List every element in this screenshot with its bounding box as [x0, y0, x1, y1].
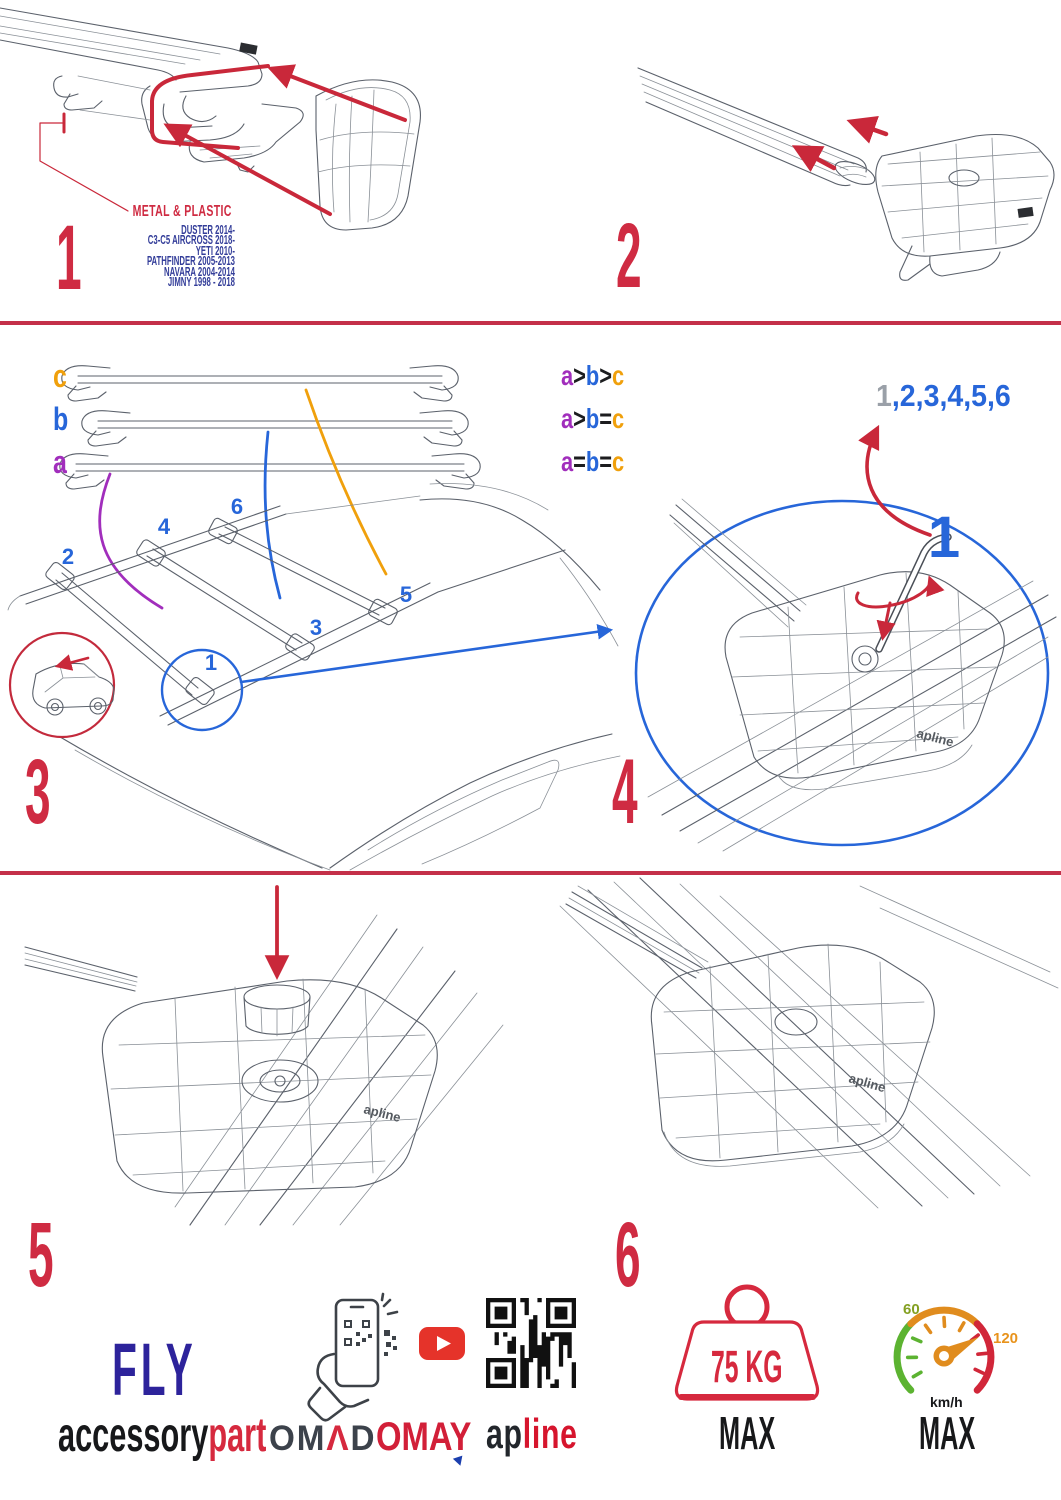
crossbar-lines [25, 947, 137, 991]
omay-logo: OMAY [376, 1417, 492, 1457]
condition-row-2: a>b=c [561, 403, 625, 434]
leader-line [40, 123, 128, 211]
label-c: c [53, 358, 67, 394]
qr-fragment [384, 1330, 397, 1356]
label-b: b [53, 401, 69, 437]
brand-badge [239, 43, 257, 55]
speed-min-label: 60 [903, 1301, 920, 1318]
cover-piece-drawing [316, 80, 420, 230]
step2-drawing [620, 40, 1061, 298]
brand-badge [1018, 207, 1034, 218]
speed-unit-label: km/h [930, 1394, 963, 1410]
foot-with-cap [102, 979, 437, 1193]
insert-arrow-bottom [168, 126, 330, 214]
aero-bar-drawing [638, 68, 878, 189]
step-number-1: 1 [56, 207, 82, 309]
right-roof-rail [160, 550, 565, 725]
step6-drawing [530, 876, 1058, 1208]
brand-on-foot: apline [362, 1101, 403, 1126]
step-number-5: 5 [28, 1204, 54, 1306]
omad-logo: OMΛD [269, 1419, 377, 1458]
section-divider [0, 871, 1061, 875]
rotate-arrow [857, 579, 931, 607]
step-number-3: 3 [25, 741, 51, 843]
sequence-arrow [867, 429, 930, 535]
left-roof-rail [20, 506, 286, 604]
step-number-2: 2 [616, 205, 642, 307]
rear-bar [207, 517, 398, 626]
vehicle-item: PATHFINDER 2005-2013 [146, 254, 235, 269]
detail-number: 1 [927, 505, 961, 570]
end-foot-drawing [876, 135, 1054, 281]
car-body-lines [55, 484, 620, 870]
cover-cap [244, 985, 310, 1036]
qr-code [486, 1298, 576, 1388]
highlight-outline [152, 66, 268, 148]
focus-circle [162, 650, 242, 730]
car-direction-inset [10, 633, 114, 737]
accessorypart-logo: accessorypart [58, 1409, 267, 1462]
vehicle-item: NAVARA 2004-2014 [164, 264, 235, 279]
slide-arrow-top [852, 122, 886, 134]
rail-lines [175, 915, 503, 1225]
phone-qr-pattern [344, 1320, 372, 1346]
section-divider [0, 321, 1061, 325]
insert-arrow-top [272, 69, 405, 120]
rail-lines [560, 878, 1058, 1208]
condition-row-1: a>b>c [561, 360, 625, 391]
condition-row-3: a=b=c [561, 446, 625, 477]
material-note [81, 203, 233, 221]
speed-top-label: 120 [993, 1330, 1019, 1347]
vehicle-list [93, 225, 235, 291]
vehicle-item: JIMNY 1998 - 2018 [167, 275, 235, 290]
max-speed-label: MAX [919, 1407, 976, 1459]
step5-drawing [25, 885, 525, 1225]
crossbar-end-drawing [0, 8, 303, 172]
slide-arrow-bottom [797, 148, 834, 168]
label-a: a [53, 444, 67, 480]
bar-c-drawing [62, 366, 458, 401]
roof-number-6: 6 [230, 494, 244, 519]
tightening-sequence: 1,2,3,4,5,6 [876, 378, 1011, 413]
roof-number-3: 3 [309, 615, 323, 640]
rail-lines [648, 581, 1056, 851]
assembled-foot [651, 944, 934, 1166]
youtube-icon [419, 1327, 465, 1360]
crossbar-lines [670, 499, 806, 627]
brand-on-foot: apline [847, 1070, 888, 1096]
fly-logo: FLY [112, 1328, 197, 1411]
bar-b-drawing [82, 411, 468, 446]
step4-detail-drawing [628, 385, 1060, 855]
roof-number-1: 1 [204, 650, 218, 675]
roof-number-2: 2 [61, 544, 75, 569]
max-load-value: 75 KG [711, 1341, 783, 1392]
phone-scan-icon [296, 1292, 404, 1424]
vehicle-item: DUSTER 2014- [181, 223, 235, 237]
apline-logo: apline [486, 1410, 578, 1457]
brand-on-foot: apline [915, 725, 956, 750]
step-number-6: 6 [615, 1204, 641, 1306]
max-load-label: MAX [719, 1407, 776, 1459]
vehicle-item: C3-C5 AIRCROSS 2018- [147, 233, 235, 248]
material-title: METAL & PLASTIC [132, 203, 232, 220]
step-number-4: 4 [612, 741, 638, 843]
roof-overview-drawing [0, 478, 632, 870]
roof-number-4: 4 [157, 514, 171, 539]
vehicle-item: YETI 2010- [195, 243, 235, 258]
roof-number-5: 5 [399, 582, 413, 607]
